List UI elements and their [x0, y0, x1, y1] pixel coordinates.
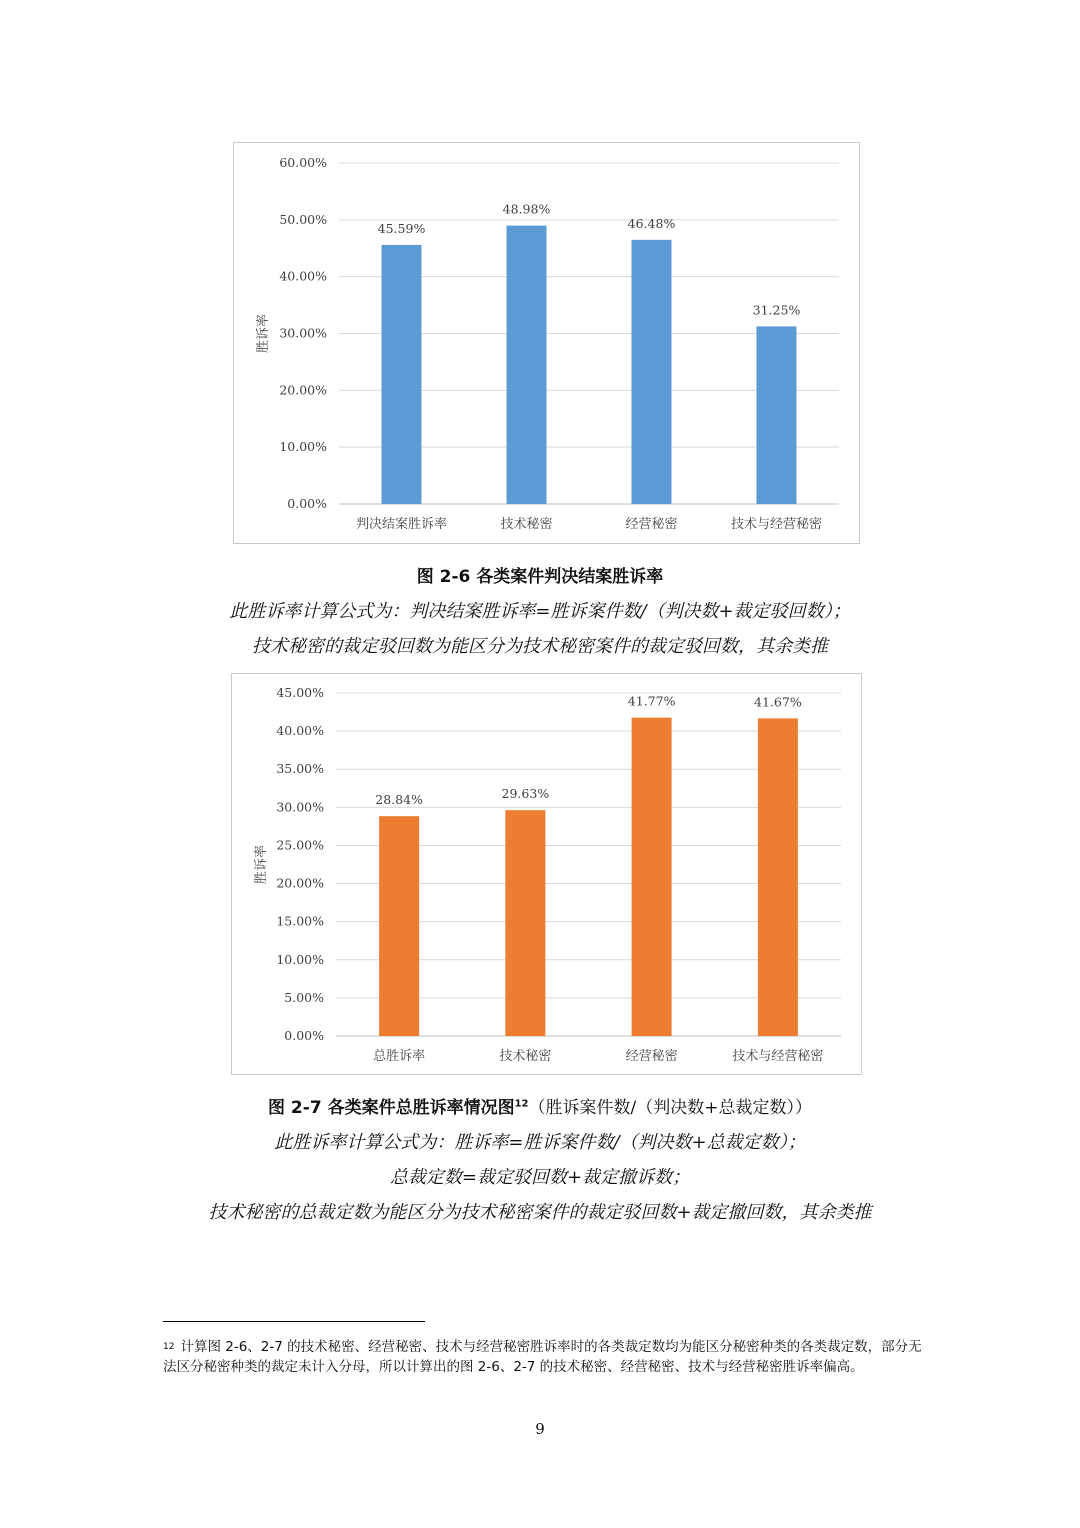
figure-2-7-ruling-note: 总裁定数=裁定驳回数+裁定撤诉数； [389, 1167, 691, 1188]
data-label: 45.59% [377, 220, 426, 236]
footnote-ref-12[interactable]: 12 [514, 1098, 529, 1110]
y-tick-label: 0.00% [284, 1028, 324, 1043]
data-label: 29.63% [501, 786, 550, 802]
figure-2-7-formula-note: 此胜诉率计算公式为：胜诉率=胜诉案件数/（判决数+总裁定数）； [274, 1132, 806, 1153]
x-category-label: 技术与经营秘密 [732, 1049, 824, 1064]
y-tick-label: 0.00% [287, 496, 327, 511]
y-tick-label: 15.00% [276, 913, 324, 929]
figure-2-7-formula-suffix: （胜诉案件数/（判决数+总裁定数）） [528, 1098, 812, 1118]
win-rate-chart-2-6 [233, 142, 860, 544]
x-category-label: 技术秘密 [500, 517, 553, 532]
y-axis-title: 胜诉率 [256, 313, 271, 354]
y-tick-label: 45.00% [276, 685, 324, 700]
bar [379, 816, 419, 1036]
bar [757, 326, 797, 504]
total-win-rate-chart-2-7 [231, 673, 862, 1075]
bar [758, 718, 798, 1036]
y-tick-label: 25.00% [276, 837, 324, 853]
data-label: 28.84% [375, 792, 423, 808]
data-label: 48.98% [502, 201, 551, 217]
y-tick-label: 40.00% [276, 723, 324, 739]
y-tick-label: 35.00% [276, 761, 324, 777]
x-category-label: 技术与经营秘密 [730, 517, 823, 532]
data-label: 41.77% [627, 693, 676, 709]
bar [632, 240, 672, 504]
figure-2-6-caption: 图 2-6 各类案件判决结案胜诉率 [416, 567, 664, 587]
bar [382, 245, 422, 504]
y-tick-label: 50.00% [279, 211, 327, 227]
x-category-label: 总胜诉率 [373, 1049, 426, 1064]
chart-2-7-svg [232, 674, 861, 1074]
footnote-separator [163, 1321, 425, 1322]
y-axis-title: 胜诉率 [254, 844, 269, 885]
figure-2-6-formula-note: 此胜诉率计算公式为：判决结案胜诉率=胜诉案件数/（判决数+裁定驳回数）； [229, 601, 851, 622]
footnote-text: 计算图 2-6、2-7 的技术秘密、经营秘密、技术与经营秘密胜诉率时的各类裁定数均为能区分秘密种类的各类裁定数，部分无法区分秘密种类的裁定未计入分母，所以计算出的图 2-6、2-7 的技术秘密、经营秘密、技术与经营秘密胜诉率偏高。 [163, 1339, 922, 1375]
x-category-label: 经营秘密 [625, 517, 678, 532]
bar [632, 718, 672, 1036]
figure-2-7-title: 图 2-7 各类案件总胜诉率情况图 [268, 1098, 515, 1118]
data-label: 31.25% [752, 302, 801, 318]
data-label: 46.48% [627, 215, 676, 231]
chart-2-6-svg [234, 143, 859, 543]
data-label: 41.67% [754, 694, 802, 710]
footnote-number: 12 [163, 1342, 175, 1352]
x-category-label: 判决结案胜诉率 [355, 517, 448, 532]
y-tick-label: 10.00% [276, 951, 324, 967]
figure-2-7-scope-note: 技术秘密的总裁定数为能区分为技术秘密案件的裁定驳回数+裁定撤回数，其余类推 [208, 1202, 872, 1223]
x-category-label: 经营秘密 [625, 1049, 678, 1064]
y-tick-label: 30.00% [276, 799, 324, 815]
footnote-12 [163, 1337, 923, 1377]
y-tick-label: 10.00% [279, 439, 327, 455]
x-category-label: 技术秘密 [499, 1049, 552, 1064]
page-number: 9 [535, 1420, 545, 1438]
y-tick-label: 5.00% [284, 989, 324, 1005]
y-tick-label: 20.00% [279, 382, 327, 398]
y-tick-label: 30.00% [279, 325, 327, 341]
figure-2-7-caption [0, 1093, 1080, 1118]
y-tick-label: 40.00% [279, 268, 327, 284]
figure-2-6-scope-note: 技术秘密的裁定驳回数为能区分为技术秘密案件的裁定驳回数，其余类推 [252, 636, 828, 657]
bar [507, 226, 547, 504]
y-tick-label: 60.00% [279, 155, 327, 170]
bar [505, 810, 545, 1036]
y-tick-label: 20.00% [276, 875, 324, 891]
